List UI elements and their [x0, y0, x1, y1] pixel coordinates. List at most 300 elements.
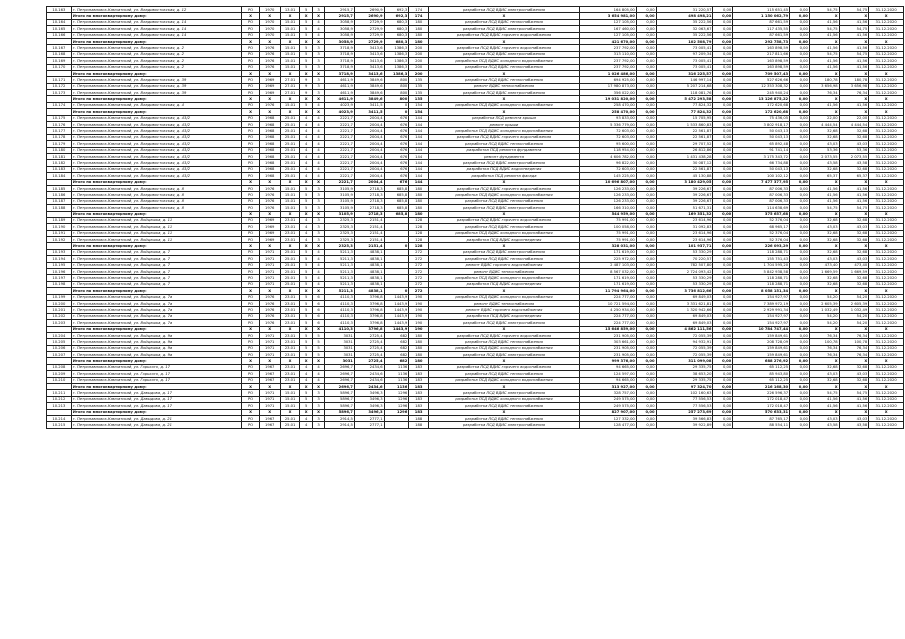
cell-address: г. Петропавловск-Камчатский, ул. Владивостокская, д. 43/2 — [71, 160, 242, 166]
cell-work-type: X — [429, 109, 580, 115]
cell-fund-share: 0,00 — [636, 141, 656, 147]
cell-wear-percent: 25.01 — [280, 256, 300, 262]
cell-completion-date: 31.12.2020 — [869, 377, 904, 383]
cell-build-year: X — [259, 288, 280, 294]
cell-floors: X — [300, 70, 312, 76]
cell-address: г. Петропавловск-Камчатский, ул. Владивостокская, д. 14 — [71, 19, 242, 25]
cell-fund-share: 0,00 — [636, 211, 656, 217]
cell-owners-funds: 172 620,68 — [733, 102, 790, 108]
cell-row-number: 10.190 — [47, 224, 72, 230]
cell-regional-budget: 29 335,75 — [656, 364, 713, 370]
cell-wall-material: РО — [242, 371, 259, 377]
cell-wall-material: РО — [242, 173, 259, 179]
cell-wall-material: РО — [242, 256, 259, 262]
cell-address: г. Петропавловск-Камчатский, ул. Войцешка, д. 7а — [71, 294, 242, 300]
cell-residents: 144 — [409, 153, 429, 159]
cell-floors: 9 — [300, 90, 312, 96]
cell-total-cost: 827 907,00 — [579, 409, 636, 415]
cell-total-area: 4110,3 — [325, 320, 355, 326]
cell-address: г. Петропавловск-Камчатский, ул. Войцешка, д. 7 — [71, 281, 242, 287]
cell-residents: 180 — [409, 32, 429, 38]
cell-work-type: разработка ПСД ВДИС теплоснабжения — [429, 141, 580, 147]
cell-address: г. Петропавловск-Камчатский, ул. Владивостокская, д. 43/2 — [71, 141, 242, 147]
cell-common-area: 685,8 — [384, 192, 409, 198]
cell-other-funds: 0,00 — [790, 300, 810, 306]
cell-wall-material: РО — [242, 122, 259, 128]
cell-residents: 183 — [409, 403, 429, 409]
cell-floors: X — [300, 38, 312, 44]
cell-wear-percent: 15.01 — [280, 403, 300, 409]
cell-wall-material: РО — [242, 198, 259, 204]
cell-total-area: 2221,7 — [325, 122, 355, 128]
cell-entrances: 5 — [312, 332, 324, 338]
cell-residents: 144 — [409, 141, 429, 147]
cell-build-year: 1971 — [259, 345, 280, 351]
cell-living-area: 2725,4 — [354, 339, 384, 345]
cell-wear-percent: 25.01 — [280, 115, 300, 121]
cell-completion-date: X — [869, 243, 904, 249]
cell-work-type: ремонт ВДИС теплоснабжения — [429, 83, 580, 89]
cell-unit-cost: 41,56 — [809, 396, 839, 402]
cell-address: г. Петропавловск-Камчатский, ул. Владивостокская, д. 8 — [71, 192, 242, 198]
cell-completion-date: 31.12.2020 — [869, 300, 904, 306]
cell-owners-funds: 50 043,13 — [733, 128, 790, 134]
cell-common-area: 1386,3 — [384, 45, 409, 51]
cell-wear-percent: 25.01 — [280, 128, 300, 134]
cell-wear-percent: X — [280, 96, 300, 102]
cell-fund-share: 0,00 — [636, 217, 656, 223]
cell-row-number: 10.210 — [47, 377, 72, 383]
cell-work-type: ремонт фундамента — [429, 153, 580, 159]
cell-entrances: 3 — [312, 230, 324, 236]
cell-floors: 4 — [300, 134, 312, 140]
cell-living-area: 2718,3 — [354, 192, 384, 198]
cell-other-funds: 0,00 — [790, 384, 810, 390]
cell-total-cost: 100 058,00 — [579, 224, 636, 230]
cell-floors: 4 — [300, 173, 312, 179]
cell-wall-material: РО — [242, 390, 259, 396]
cell-regional-budget: 45 130,88 — [656, 173, 713, 179]
cell-total-cost: 5 336 779,00 — [579, 122, 636, 128]
cell-total-area: 4110,3 — [325, 307, 355, 313]
cell-fund-share: 0,00 — [636, 83, 656, 89]
cell-completion-date: 31.12.2020 — [869, 422, 904, 428]
cell-local-budget: 0,00 — [713, 109, 733, 115]
cell-wall-material: РО — [242, 300, 259, 306]
cell-total-area: 2914,5 — [325, 422, 355, 428]
cell-residents: 144 — [409, 128, 429, 134]
cell-owners-funds: 226 093,29 — [733, 243, 790, 249]
cell-wall-material: РО — [242, 396, 259, 402]
cell-address: г. Петропавловск-Камчатский, ул. Владивостокская, д. 43/2 — [71, 134, 242, 140]
cell-total-area: 2915,7 — [325, 7, 355, 13]
cell-address: г. Петропавловск-Камчатский, ул. Владивостокская, д. 43/2 — [71, 166, 242, 172]
cell-local-budget: 0,00 — [713, 205, 733, 211]
cell-wear-percent: 25.01 — [280, 416, 300, 422]
cell-local-budget: 0,00 — [713, 300, 733, 306]
cell-other-funds: 0,00 — [790, 58, 810, 64]
cell-owners-funds: 75 436,05 — [733, 115, 790, 121]
cell-regional-budget: 70 220,57 — [656, 256, 713, 262]
cell-wear-percent: X — [280, 326, 300, 332]
cell-local-budget: 0,00 — [713, 102, 733, 108]
cell-entrances: 4 — [312, 262, 324, 268]
cell-fund-share: 0,00 — [636, 256, 656, 262]
cell-common-area: 685,8 — [384, 205, 409, 211]
cell-living-area: 2004,4 — [354, 153, 384, 159]
cell-regional-budget: 1 533 860,83 — [656, 122, 713, 128]
cell-owners-funds: 87 765,17 — [733, 416, 790, 422]
cell-unit-cost: 53,36 — [809, 147, 839, 153]
cell-regional-budget: 51 671,31 — [656, 205, 713, 211]
cell-regional-budget: 73 005,41 — [656, 64, 713, 70]
cell-total-cost: 118 954,00 — [579, 147, 636, 153]
cell-residents: 180 — [409, 38, 429, 44]
cell-regional-budget: 22 561,87 — [656, 128, 713, 134]
cell-wear-percent: 15.01 — [280, 198, 300, 204]
cell-max-unit-cost: 1 032,49 — [839, 307, 869, 313]
cell-residents: 272 — [409, 249, 429, 255]
cell-wear-percent: 23.01 — [280, 352, 300, 358]
cell-owners-funds: 159 849,61 — [733, 352, 790, 358]
cell-residents: 128 — [409, 230, 429, 236]
cell-row-number: 10.204 — [47, 332, 72, 338]
cell-total-cost: 127 332,00 — [579, 416, 636, 422]
cell-entrances: X — [312, 13, 324, 19]
cell-entrances: 4 — [312, 147, 324, 153]
cell-local-budget: 0,00 — [713, 307, 733, 313]
cell-owners-funds: 155 751,43 — [733, 256, 790, 262]
cell-floors: 5 — [300, 64, 312, 70]
cell-other-funds: 0,00 — [790, 19, 810, 25]
cell-build-year: 1969 — [259, 237, 280, 243]
cell-common-area: 0 — [384, 102, 409, 108]
cell-row-number: 10.181 — [47, 153, 72, 159]
cell-address: г. Петропавловск-Камчатский, ул. Войцешка, д. 7а — [71, 320, 242, 326]
cell-residents: 188 — [409, 422, 429, 428]
cell-regional-budget: 77 824,32 — [656, 102, 713, 108]
cell-max-unit-cost: 3 656,98 — [839, 83, 869, 89]
cell-wear-percent: 25.01 — [280, 141, 300, 147]
cell-build-year: 1967 — [259, 371, 280, 377]
cell-total-area: 4110,3 — [325, 313, 355, 319]
cell-completion-date: 31.12.2020 — [869, 320, 904, 326]
cell-floors: 4 — [300, 141, 312, 147]
cell-wall-material: РО — [242, 352, 259, 358]
cell-completion-date: 31.12.2020 — [869, 390, 904, 396]
cell-other-funds: 0,00 — [790, 243, 810, 249]
cell-build-year: 1976 — [259, 64, 280, 70]
cell-floors: 5 — [300, 58, 312, 64]
cell-completion-date: 31.12.2020 — [869, 198, 904, 204]
cell-wall-material: РО — [242, 403, 259, 409]
cell-max-unit-cost: X — [839, 211, 869, 217]
cell-living-area: 4838,1 — [354, 275, 384, 281]
cell-wear-percent: 25.01 — [280, 281, 300, 287]
cell-regional-budget: 39 226,67 — [656, 192, 713, 198]
cell-residents: 272 — [409, 256, 429, 262]
cell-total-area: 3105,9 — [325, 205, 355, 211]
cell-residents: 190 — [409, 326, 429, 332]
cell-completion-date: X — [869, 358, 904, 364]
cell-build-year: 1970 — [259, 26, 280, 32]
cell-max-unit-cost: X — [839, 96, 869, 102]
cell-unit-cost: 54,20 — [809, 313, 839, 319]
cell-row-number: 10.175 — [47, 115, 72, 121]
cell-wear-percent: 25.01 — [280, 422, 300, 428]
cell-residents: 180 — [409, 358, 429, 364]
cell-wall-material: РО — [242, 128, 259, 134]
cell-max-unit-cost: X — [839, 409, 869, 415]
cell-wall-material: РО — [242, 377, 259, 383]
cell-floors: 4 — [300, 364, 312, 370]
cell-regional-budget: 3 331 621,81 — [656, 300, 713, 306]
cell-living-area: 3496,3 — [354, 396, 384, 402]
cell-living-area: 2434,6 — [354, 364, 384, 370]
cell-local-budget: 0,00 — [713, 390, 733, 396]
cell-wear-percent: 27.01 — [280, 77, 300, 83]
cell-other-funds: 0,00 — [790, 249, 810, 255]
cell-max-unit-cost: 53,36 — [839, 147, 869, 153]
cell-floors: 5 — [300, 256, 312, 262]
cell-total-cost: 95 600,00 — [579, 141, 636, 147]
cell-build-year: 1971 — [259, 352, 280, 358]
cell-owners-funds: 114 638,69 — [733, 205, 790, 211]
cell-build-year: 1968 — [259, 153, 280, 159]
cell-total-area: 2325,3 — [325, 224, 355, 230]
cell-wear-percent: X — [280, 179, 300, 185]
cell-living-area: 3411,5 — [354, 109, 384, 115]
cell-max-unit-cost: 32,68 — [839, 237, 869, 243]
cell-total-cost: 126 233,00 — [579, 192, 636, 198]
cell-total-cost: 249 575,00 — [579, 403, 636, 409]
cell-total-area: 5896,7 — [325, 390, 355, 396]
cell-fund-share: 0,00 — [636, 160, 656, 166]
cell-wall-material: РО — [242, 307, 259, 313]
cell-entrances: 6 — [312, 294, 324, 300]
cell-living-area: 3413,6 — [354, 45, 384, 51]
cell-build-year: 1976 — [259, 320, 280, 326]
cell-wear-percent: 25.01 — [280, 249, 300, 255]
cell-regional-budget: 22 561,87 — [656, 166, 713, 172]
cell-wall-material: РО — [242, 230, 259, 236]
cell-other-funds: 0,00 — [790, 38, 810, 44]
cell-residents: 272 — [409, 269, 429, 275]
cell-fund-share: 0,00 — [636, 13, 656, 19]
cell-local-budget: 0,00 — [713, 198, 733, 204]
cell-residents: 128 — [409, 237, 429, 243]
cell-completion-date: 31.12.2020 — [869, 371, 904, 377]
cell-wear-percent: 13.01 — [280, 7, 300, 13]
cell-address: Итого по многоквартирному дому: — [71, 179, 242, 185]
cell-address: г. Петропавловск-Камчатский, ул. Войцешка, д. 9а — [71, 332, 242, 338]
cell-owners-funds: 7 389 972,19 — [733, 300, 790, 306]
cell-local-budget: 0,00 — [713, 26, 733, 32]
cell-floors: 4 — [300, 160, 312, 166]
cell-address: г. Петропавловск-Камчатский, ул. Войцешка, д. 7а — [71, 307, 242, 313]
cell-fund-share: 0,00 — [636, 173, 656, 179]
cell-work-type: разработка ПСД ВДИС электроснабжения — [429, 160, 580, 166]
cell-total-area: 2221,7 — [325, 160, 355, 166]
cell-other-funds: 0,00 — [790, 70, 810, 76]
cell-other-funds: 0,00 — [790, 422, 810, 428]
cell-total-cost: 356 022,00 — [579, 90, 636, 96]
cell-living-area: 2777,1 — [354, 416, 384, 422]
cell-build-year: 1969 — [259, 224, 280, 230]
cell-residents: 200 — [409, 45, 429, 51]
register-body — [47, 7, 904, 429]
cell-floors: 9 — [300, 77, 312, 83]
cell-build-year: 1976 — [259, 300, 280, 306]
cell-common-area: 680,3 — [384, 26, 409, 32]
cell-max-unit-cost: 22,00 — [839, 115, 869, 121]
cell-address: г. Петропавловск-Камчатский, ул. Владивостокская, д. 43/2 — [71, 115, 242, 121]
cell-other-funds: 0,00 — [790, 96, 810, 102]
cell-local-budget: 0,00 — [713, 38, 733, 44]
cell-build-year: 1970 — [259, 32, 280, 38]
cell-regional-budget: 73 005,41 — [656, 58, 713, 64]
cell-entrances: 3 — [312, 396, 324, 402]
cell-owners-funds: 118 288,71 — [733, 249, 790, 255]
cell-max-unit-cost: 32,68 — [839, 217, 869, 223]
cell-max-unit-cost: 41,56 — [839, 396, 869, 402]
cell-unit-cost: 54,20 — [809, 294, 839, 300]
cell-wear-percent: 15.01 — [280, 51, 300, 57]
cell-owners-funds: 10 784 747,44 — [733, 326, 790, 332]
cell-living-area: 2718,3 — [354, 185, 384, 191]
cell-completion-date: 31.12.2020 — [869, 313, 904, 319]
cell-fund-share: 0,00 — [636, 224, 656, 230]
cell-unit-cost: 43,03 — [809, 416, 839, 422]
cell-max-unit-cost: 41,56 — [839, 198, 869, 204]
cell-owners-funds: 118 288,71 — [733, 281, 790, 287]
cell-owners-funds: 688 276,92 — [733, 358, 790, 364]
cell-living-area: 2718,3 — [354, 198, 384, 204]
cell-floors: 4 — [300, 115, 312, 121]
cell-build-year: 1969 — [259, 230, 280, 236]
cell-common-area: 1443,9 — [384, 313, 409, 319]
cell-living-area: 4838,1 — [354, 262, 384, 268]
cell-completion-date: 31.12.2020 — [869, 256, 904, 262]
cell-total-cost: 3 654 981,00 — [579, 13, 636, 19]
cell-wall-material: РО — [242, 320, 259, 326]
cell-wear-percent: 23.01 — [280, 320, 300, 326]
cell-local-budget: 0,00 — [713, 313, 733, 319]
cell-living-area: 3413,6 — [354, 51, 384, 57]
cell-common-area: 676 — [384, 115, 409, 121]
cell-fund-share: 0,00 — [636, 377, 656, 383]
cell-unit-cost: 54,75 — [809, 7, 839, 13]
cell-unit-cost: 22,00 — [809, 115, 839, 121]
cell-residents: 144 — [409, 122, 429, 128]
cell-total-cost: 96 822,00 — [579, 160, 636, 166]
cell-total-cost: 145 225,00 — [579, 173, 636, 179]
cell-entrances: X — [312, 38, 324, 44]
cell-unit-cost: 2 073,55 — [809, 153, 839, 159]
cell-total-cost: 237 792,00 — [579, 64, 636, 70]
cell-other-funds: 0,00 — [790, 339, 810, 345]
cell-entrances: 4 — [312, 26, 324, 32]
cell-owners-funds: 154 927,97 — [733, 313, 790, 319]
cell-floors: X — [300, 13, 312, 19]
cell-common-area: 680,3 — [384, 19, 409, 25]
cell-regional-budget: 1 431 438,28 — [656, 153, 713, 159]
cell-work-type: разработка ПСД ВДИС холодного водоснабжения — [429, 345, 580, 351]
cell-completion-date: 31.12.2020 — [869, 64, 904, 70]
cell-max-unit-cost: 41,56 — [839, 32, 869, 38]
cell-floors: 5 — [300, 269, 312, 275]
cell-total-cost: 231 905,00 — [579, 352, 636, 358]
cell-address: г. Петропавловск-Камчатский, ул. Войцешка, д. 7 — [71, 262, 242, 268]
cell-wear-percent: X — [280, 358, 300, 364]
cell-row-number: 10.193 — [47, 249, 72, 255]
cell-unit-cost: 2 605,39 — [809, 300, 839, 306]
cell-entrances: 3 — [312, 217, 324, 223]
cell-fund-share: 0,00 — [636, 269, 656, 275]
cell-max-unit-cost: 54,20 — [839, 313, 869, 319]
cell-row-number: 10.213 — [47, 403, 72, 409]
cell-other-funds: 0,00 — [790, 364, 810, 370]
cell-unit-cost: 76,34 — [809, 332, 839, 338]
cell-local-budget: 0,00 — [713, 51, 733, 57]
cell-row-number: 10.194 — [47, 256, 72, 262]
cell-address: г. Петропавловск-Камчатский, ул. Владивостокская, д. 39 — [71, 77, 242, 83]
cell-completion-date: 31.12.2020 — [869, 51, 904, 57]
cell-owners-funds: 154 927,97 — [733, 294, 790, 300]
cell-common-area: 800 — [384, 83, 409, 89]
cell-owners-funds: 216 168,30 — [733, 384, 790, 390]
cell-regional-budget: 3 736 812,66 — [656, 288, 713, 294]
cell-other-funds: 0,00 — [790, 256, 810, 262]
cell-common-area: 676 — [384, 166, 409, 172]
cell-unit-cost: 32,68 — [809, 364, 839, 370]
cell-row-number: 10.202 — [47, 313, 72, 319]
cell-floors: 4 — [300, 237, 312, 243]
cell-wall-material: РО — [242, 237, 259, 243]
cell-living-area: 4838,1 — [354, 281, 384, 287]
cell-max-unit-cost: 180,78 — [839, 77, 869, 83]
cell-wall-material: РО — [242, 275, 259, 281]
cell-build-year: 1976 — [259, 45, 280, 51]
cell-row-number: 10.186 — [47, 192, 72, 198]
cell-total-cost: 1 026 486,00 — [579, 70, 636, 76]
cell-total-area: 2325,3 — [325, 217, 355, 223]
cell-unit-cost: 41,56 — [809, 45, 839, 51]
cell-owners-funds: 87 661,59 — [733, 32, 790, 38]
cell-total-cost: 328 757,00 — [579, 390, 636, 396]
cell-regional-budget: 38 653,20 — [656, 371, 713, 377]
cell-owners-funds: 527 626,66 — [733, 77, 790, 83]
cell-residents: 128 — [409, 243, 429, 249]
cell-unit-cost: 43,03 — [809, 256, 839, 262]
cell-entrances: 3 — [312, 64, 324, 70]
cell-entrances: X — [312, 243, 324, 249]
cell-local-budget: 0,00 — [713, 115, 733, 121]
cell-floors: 4 — [300, 416, 312, 422]
cell-living-area: 2729,9 — [354, 19, 384, 25]
cell-residents: 144 — [409, 173, 429, 179]
cell-total-cost: 75 991,00 — [579, 217, 636, 223]
cell-fund-share: 0,00 — [636, 192, 656, 198]
cell-local-budget: 0,00 — [713, 262, 733, 268]
cell-entrances: 3 — [312, 51, 324, 57]
cell-row-number: 10.200 — [47, 300, 72, 306]
cell-address: г. Петропавловск-Камчатский, ул. Войцешка, д. 11 — [71, 237, 242, 243]
cell-total-area: 5211,3 — [325, 288, 355, 294]
cell-wear-percent: 23.01 — [280, 307, 300, 313]
cell-address: г. Петропавловск-Камчатский, ул. Войцешка, д. 7а — [71, 300, 242, 306]
cell-row-number: 10.195 — [47, 262, 72, 268]
